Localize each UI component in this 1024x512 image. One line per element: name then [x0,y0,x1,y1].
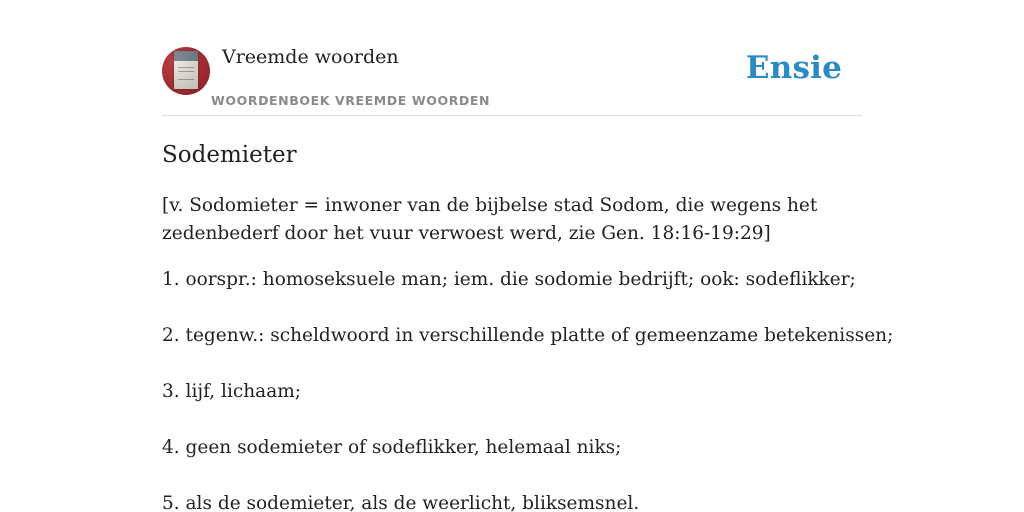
entry-etymology: [v. Sodomieter = inwoner van de bijbelse stad Sodom, die wegens het zedenbederf door het vuur verwoest werd, zie Gen. 18:16-19:29] [162,195,818,244]
book-avatar[interactable] [162,47,210,95]
entry-content [162,140,894,512]
definition-item: 3. lijf, lichaam; [162,381,301,402]
entry-title: Sodemieter [162,142,297,168]
definition-item: 5. als de sodemieter, als de weerlicht, bliksemsnel. [162,493,640,512]
ensie-logo[interactable]: Ensie [745,50,842,86]
definition-item: 2. tegenw.: scheldwoord in verschillende platte of gemeenzame betekenissen; [162,325,894,346]
definition-list [162,266,894,512]
definition-item: 4. geen sodemieter of sodeflikker, helemaal niks; [162,437,622,458]
site-header [162,44,862,116]
definition-item: 1. oorspr.: homoseksuele man; iem. die sodomie bedrijft; ook: sodeflikker; [162,269,856,290]
site-title[interactable]: Vreemde woorden [222,46,399,68]
site-subtitle: WOORDENBOEK VREEMDE WOORDEN [211,93,491,108]
